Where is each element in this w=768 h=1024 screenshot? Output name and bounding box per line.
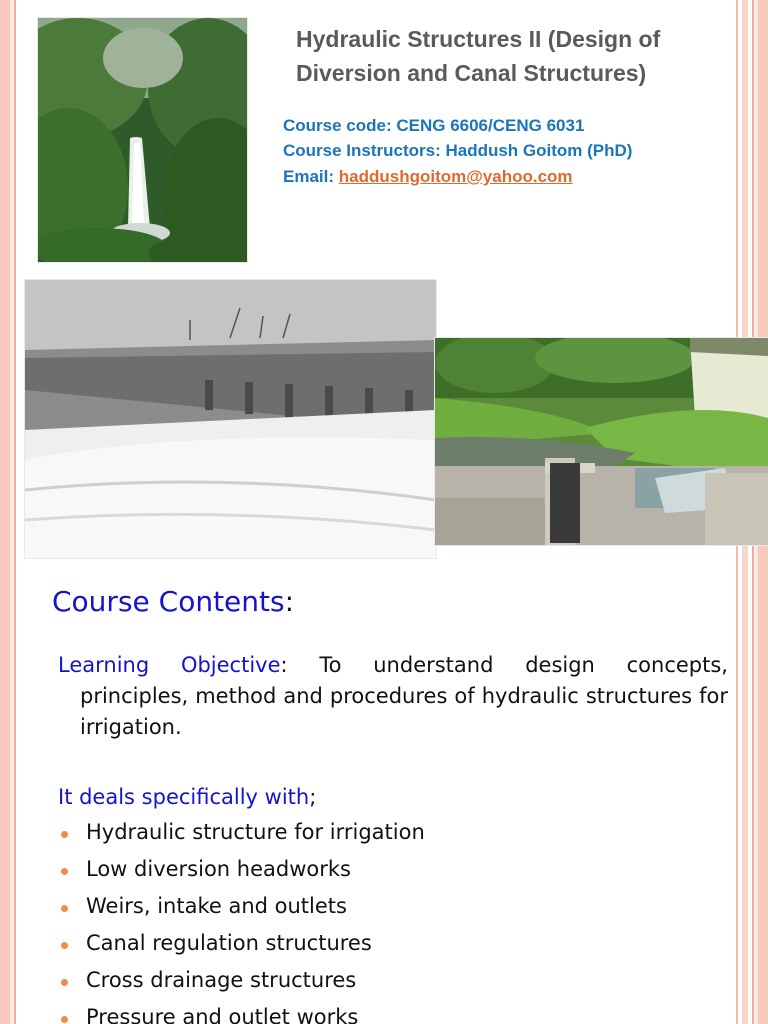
decor-stripe [752, 575, 754, 1024]
bullet-icon [61, 942, 68, 949]
bullet-icon [61, 831, 68, 838]
list-item-text: Pressure and outlet works [86, 1005, 359, 1024]
list-item-text: Cross drainage structures [86, 968, 357, 992]
dam-photo [25, 280, 436, 558]
list-item [58, 857, 425, 894]
deals-suffix: ; [309, 785, 317, 809]
objective-first-line [58, 650, 728, 681]
deals-label: It deals specifically with [58, 785, 310, 809]
list-item-text: Low diversion headworks [86, 857, 351, 881]
decor-stripe [736, 575, 738, 1024]
bullet-icon [61, 905, 68, 912]
decor-stripe [742, 575, 748, 1024]
objective-label: Learning Objective [58, 653, 281, 677]
objective-rest: principles, method and procedures of hydraulic structures for irrigation. [80, 684, 728, 739]
list-item [58, 931, 425, 968]
email-label: Email: [283, 167, 339, 186]
decor-stripe [14, 575, 16, 1024]
list-item-text: Hydraulic structure for irrigation [86, 820, 425, 844]
course-code: Course code: CENG 6606/CENG 6031 [283, 116, 585, 135]
list-item [58, 1005, 425, 1024]
decor-stripe [755, 575, 758, 1024]
bullet-icon [61, 1016, 68, 1023]
email-link[interactable]: haddushgoitom@yahoo.com [338, 167, 573, 186]
deals-intro [58, 785, 316, 809]
contents-heading [52, 585, 294, 618]
decor-stripe [10, 0, 13, 575]
heading-colon: : [284, 585, 295, 618]
waterfall-photo [38, 18, 247, 262]
content-list [58, 820, 425, 1024]
list-item-text: Weirs, intake and outlets [86, 894, 347, 918]
contents-heading-text: Course Contents [52, 585, 285, 618]
course-instructors: Course Instructors: Haddush Goitom (PhD) [283, 141, 633, 160]
contents-slide [0, 575, 768, 1024]
decor-stripe [14, 0, 16, 575]
learning-objective [58, 650, 728, 743]
list-item [58, 968, 425, 1005]
decor-stripe [0, 575, 10, 1024]
list-item [58, 894, 425, 931]
email-line [283, 167, 743, 187]
objective-first-text: : To understand design concepts, [280, 653, 728, 677]
decor-stripe [10, 575, 13, 1024]
bullet-icon [61, 979, 68, 986]
decor-stripe [758, 575, 768, 1024]
list-item-text: Canal regulation structures [86, 931, 372, 955]
list-item [58, 820, 425, 857]
slide-title: Hydraulic Structures II (Design of Diversion and Canal Structures) [296, 26, 661, 86]
canal-photo [435, 338, 768, 545]
decor-stripe [0, 0, 10, 575]
bullet-icon [61, 868, 68, 875]
